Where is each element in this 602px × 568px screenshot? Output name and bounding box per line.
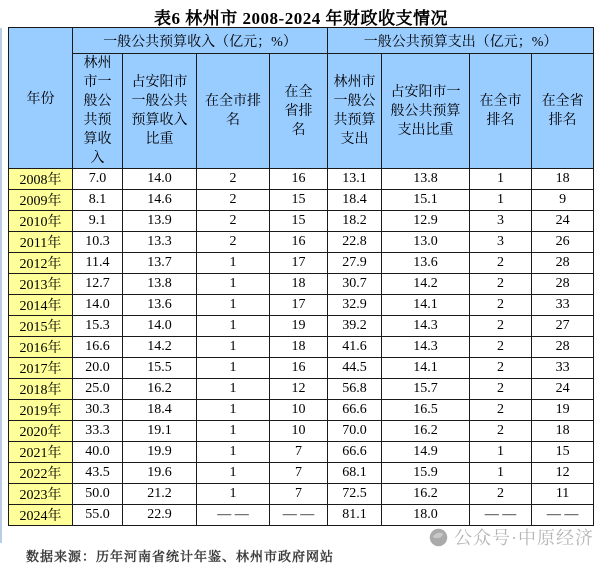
table-row bbox=[9, 295, 594, 316]
data-cell: 39.2 bbox=[328, 316, 382, 337]
data-cell: 1 bbox=[197, 463, 270, 484]
data-cell: 7.0 bbox=[73, 169, 123, 190]
data-cell: 16 bbox=[270, 169, 328, 190]
data-cell: 1 bbox=[470, 190, 532, 211]
data-cell: 19.9 bbox=[123, 442, 197, 463]
data-cell: 12 bbox=[532, 463, 594, 484]
year-cell: 2014年 bbox=[9, 295, 73, 316]
data-cell: 2 bbox=[470, 400, 532, 421]
data-cell: 15.9 bbox=[382, 463, 470, 484]
data-cell: 2 bbox=[470, 421, 532, 442]
year-cell: 2008年 bbox=[9, 169, 73, 190]
revenue-group-header: 一般公共预算收入（亿元；%） bbox=[73, 28, 328, 54]
data-cell: 13.3 bbox=[123, 232, 197, 253]
year-column-header: 年份 bbox=[9, 28, 73, 169]
data-cell: 28 bbox=[532, 253, 594, 274]
data-cell: 1 bbox=[197, 337, 270, 358]
table-row bbox=[9, 442, 594, 463]
col-header-expenditure: 林州市一般公共预算支出 bbox=[328, 54, 382, 169]
year-cell: 2020年 bbox=[9, 421, 73, 442]
data-cell: 13.6 bbox=[382, 253, 470, 274]
table-row bbox=[9, 337, 594, 358]
col-header-revenue: 林州市一般公共预算收入 bbox=[73, 54, 123, 169]
data-cell: 2 bbox=[470, 253, 532, 274]
data-cell: 14.1 bbox=[382, 358, 470, 379]
data-cell: 55.0 bbox=[73, 505, 123, 526]
watermark-logo-icon bbox=[428, 527, 449, 548]
watermark bbox=[428, 524, 594, 550]
data-cell: 1 bbox=[470, 442, 532, 463]
data-cell: 14.3 bbox=[382, 337, 470, 358]
data-cell: 16.6 bbox=[73, 337, 123, 358]
data-cell: 21.2 bbox=[123, 484, 197, 505]
table-row bbox=[9, 379, 594, 400]
data-cell: 14.9 bbox=[382, 442, 470, 463]
table-row bbox=[9, 211, 594, 232]
year-cell: 2010年 bbox=[9, 211, 73, 232]
data-cell: 22.8 bbox=[328, 232, 382, 253]
table-row bbox=[9, 421, 594, 442]
data-cell: 2 bbox=[197, 169, 270, 190]
data-cell: 1 bbox=[197, 253, 270, 274]
data-cell: — — bbox=[270, 505, 328, 526]
data-cell: — — bbox=[197, 505, 270, 526]
year-cell: 2017年 bbox=[9, 358, 73, 379]
year-cell: 2018年 bbox=[9, 379, 73, 400]
data-cell: 13.8 bbox=[382, 169, 470, 190]
data-cell: 15 bbox=[270, 190, 328, 211]
data-cell: 19.6 bbox=[123, 463, 197, 484]
data-cell: 14.0 bbox=[123, 169, 197, 190]
table-row bbox=[9, 358, 594, 379]
data-cell: 15.3 bbox=[73, 316, 123, 337]
data-cell: 3 bbox=[470, 232, 532, 253]
data-cell: 18 bbox=[532, 169, 594, 190]
data-cell: 20.0 bbox=[73, 358, 123, 379]
data-cell: 30.7 bbox=[328, 274, 382, 295]
data-cell: 18.0 bbox=[382, 505, 470, 526]
data-cell: 13.6 bbox=[123, 295, 197, 316]
data-cell: 25.0 bbox=[73, 379, 123, 400]
data-cell: 66.6 bbox=[328, 400, 382, 421]
year-cell: 2012年 bbox=[9, 253, 73, 274]
data-cell: 2 bbox=[470, 274, 532, 295]
data-cell: 1 bbox=[197, 400, 270, 421]
year-cell: 2011年 bbox=[9, 232, 73, 253]
data-cell: 10.3 bbox=[73, 232, 123, 253]
data-cell: 15.1 bbox=[382, 190, 470, 211]
data-cell: 66.6 bbox=[328, 442, 382, 463]
data-cell: 7 bbox=[270, 484, 328, 505]
col-header-city-rank-expenditure: 在全市排名 bbox=[470, 54, 532, 169]
table-row bbox=[9, 274, 594, 295]
data-cell: 18 bbox=[270, 337, 328, 358]
data-cell: 19 bbox=[532, 400, 594, 421]
data-cell: 19.1 bbox=[123, 421, 197, 442]
table-row bbox=[9, 316, 594, 337]
table-body bbox=[9, 169, 594, 526]
data-cell: 10 bbox=[270, 421, 328, 442]
data-cell: 18.2 bbox=[328, 211, 382, 232]
data-cell: 2 bbox=[197, 190, 270, 211]
data-cell: 17 bbox=[270, 253, 328, 274]
data-cell: 72.5 bbox=[328, 484, 382, 505]
data-cell: 14.0 bbox=[73, 295, 123, 316]
data-cell: 15.5 bbox=[123, 358, 197, 379]
data-cell: 30.3 bbox=[73, 400, 123, 421]
year-cell: 2024年 bbox=[9, 505, 73, 526]
page-title: 表6 林州市 2008-2024 年财政收支情况 bbox=[154, 9, 448, 28]
year-cell: 2023年 bbox=[9, 484, 73, 505]
data-cell: 1 bbox=[197, 274, 270, 295]
data-cell: 1 bbox=[197, 484, 270, 505]
data-cell: 10 bbox=[270, 400, 328, 421]
data-cell: 16.5 bbox=[382, 400, 470, 421]
data-cell: 19 bbox=[270, 316, 328, 337]
data-cell: 15.7 bbox=[382, 379, 470, 400]
table-row bbox=[9, 232, 594, 253]
data-cell: 40.0 bbox=[73, 442, 123, 463]
data-cell: 50.0 bbox=[73, 484, 123, 505]
year-cell: 2013年 bbox=[9, 274, 73, 295]
data-cell: — — bbox=[532, 505, 594, 526]
data-cell: 33.3 bbox=[73, 421, 123, 442]
data-cell: 43.5 bbox=[73, 463, 123, 484]
data-cell: 2 bbox=[470, 358, 532, 379]
data-cell: 1 bbox=[197, 358, 270, 379]
data-cell: 13.0 bbox=[382, 232, 470, 253]
data-cell: 16 bbox=[270, 232, 328, 253]
data-cell: 2 bbox=[197, 211, 270, 232]
fiscal-table bbox=[8, 27, 594, 526]
data-source-note: 数据来源：历年河南省统计年鉴、林州市政府网站 bbox=[26, 549, 335, 564]
data-cell: 14.3 bbox=[382, 316, 470, 337]
table-header bbox=[9, 28, 594, 169]
data-cell: 18 bbox=[270, 274, 328, 295]
data-cell: 27 bbox=[532, 316, 594, 337]
data-cell: 14.0 bbox=[123, 316, 197, 337]
data-cell: 16.2 bbox=[382, 484, 470, 505]
data-cell: 2 bbox=[470, 484, 532, 505]
data-cell: 14.2 bbox=[382, 274, 470, 295]
data-cell: 2 bbox=[470, 295, 532, 316]
col-header-province-rank-revenue: 在全省排名 bbox=[270, 54, 328, 169]
data-cell: 17 bbox=[270, 295, 328, 316]
data-cell: 28 bbox=[532, 337, 594, 358]
expenditure-group-header: 一般公共预算支出（亿元；%） bbox=[328, 28, 594, 54]
data-cell: 2 bbox=[470, 337, 532, 358]
data-cell: 12.7 bbox=[73, 274, 123, 295]
data-cell: 7 bbox=[270, 442, 328, 463]
data-cell: 28 bbox=[532, 274, 594, 295]
data-cell: 22.9 bbox=[123, 505, 197, 526]
data-cell: 1 bbox=[470, 463, 532, 484]
year-cell: 2015年 bbox=[9, 316, 73, 337]
data-cell: 13.8 bbox=[123, 274, 197, 295]
data-cell: 27.9 bbox=[328, 253, 382, 274]
data-cell: 68.1 bbox=[328, 463, 382, 484]
data-cell: 18 bbox=[532, 421, 594, 442]
data-cell: 33 bbox=[532, 358, 594, 379]
data-cell: 12 bbox=[270, 379, 328, 400]
data-cell: 11.4 bbox=[73, 253, 123, 274]
data-cell: 1 bbox=[470, 169, 532, 190]
data-cell: 56.8 bbox=[328, 379, 382, 400]
data-cell: 70.0 bbox=[328, 421, 382, 442]
year-cell: 2021年 bbox=[9, 442, 73, 463]
data-cell: 13.7 bbox=[123, 253, 197, 274]
data-cell: — — bbox=[470, 505, 532, 526]
year-cell: 2016年 bbox=[9, 337, 73, 358]
data-cell: 41.6 bbox=[328, 337, 382, 358]
data-cell: 8.1 bbox=[73, 190, 123, 211]
screenshot-edge-artifact bbox=[0, 28, 2, 543]
data-cell: 7 bbox=[270, 463, 328, 484]
data-cell: 13.1 bbox=[328, 169, 382, 190]
year-cell: 2022年 bbox=[9, 463, 73, 484]
data-cell: 81.1 bbox=[328, 505, 382, 526]
data-cell: 1 bbox=[197, 421, 270, 442]
data-cell: 14.2 bbox=[123, 337, 197, 358]
table-row bbox=[9, 253, 594, 274]
data-cell: 26 bbox=[532, 232, 594, 253]
year-cell: 2019年 bbox=[9, 400, 73, 421]
data-cell: 1 bbox=[197, 316, 270, 337]
data-cell: 24 bbox=[532, 379, 594, 400]
data-cell: 44.5 bbox=[328, 358, 382, 379]
table-row bbox=[9, 505, 594, 526]
data-cell: 2 bbox=[197, 232, 270, 253]
data-cell: 16 bbox=[270, 358, 328, 379]
col-header-city-rank-revenue: 在全市排名 bbox=[197, 54, 270, 169]
data-cell: 1 bbox=[197, 379, 270, 400]
table-row bbox=[9, 169, 594, 190]
data-cell: 18.4 bbox=[123, 400, 197, 421]
data-cell: 3 bbox=[470, 211, 532, 232]
data-cell: 18.4 bbox=[328, 190, 382, 211]
data-cell: 32.9 bbox=[328, 295, 382, 316]
table-row bbox=[9, 484, 594, 505]
group-header-row bbox=[9, 28, 594, 54]
table-row bbox=[9, 400, 594, 421]
data-cell: 1 bbox=[197, 442, 270, 463]
table-row bbox=[9, 190, 594, 211]
data-cell: 2 bbox=[470, 316, 532, 337]
data-cell: 14.1 bbox=[382, 295, 470, 316]
table-row bbox=[9, 463, 594, 484]
col-header-expenditure-ratio: 占安阳市一般公共预算支出比重 bbox=[382, 54, 470, 169]
data-cell: 15 bbox=[532, 442, 594, 463]
sub-header-row bbox=[9, 54, 594, 169]
year-cell: 2009年 bbox=[9, 190, 73, 211]
data-cell: 33 bbox=[532, 295, 594, 316]
data-cell: 9.1 bbox=[73, 211, 123, 232]
data-cell: 12.9 bbox=[382, 211, 470, 232]
col-header-revenue-ratio: 占安阳市一般公共预算收入比重 bbox=[123, 54, 197, 169]
data-cell: 13.9 bbox=[123, 211, 197, 232]
col-header-province-rank-expenditure: 在全省排名 bbox=[532, 54, 594, 169]
data-cell: 16.2 bbox=[382, 421, 470, 442]
data-cell: 15 bbox=[270, 211, 328, 232]
watermark-text: 公众号·中原经济 bbox=[454, 528, 594, 548]
data-cell: 9 bbox=[532, 190, 594, 211]
data-cell: 11 bbox=[532, 484, 594, 505]
data-cell: 2 bbox=[470, 379, 532, 400]
data-cell: 1 bbox=[197, 295, 270, 316]
data-cell: 16.2 bbox=[123, 379, 197, 400]
data-cell: 14.6 bbox=[123, 190, 197, 211]
data-cell: 24 bbox=[532, 211, 594, 232]
